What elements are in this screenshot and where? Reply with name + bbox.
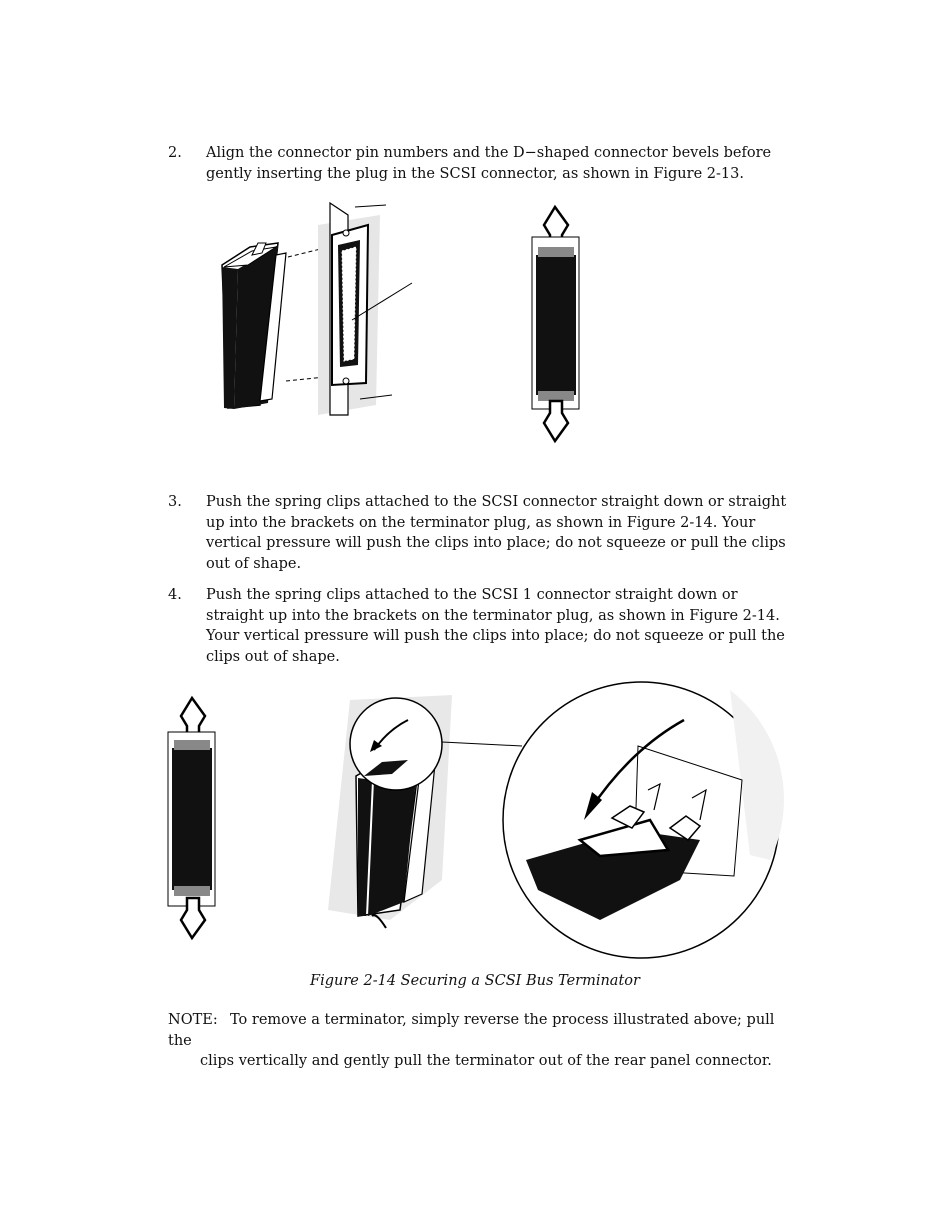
figure-2-13-illustration xyxy=(200,195,620,450)
note-line-2: clips vertically and gently pull the terminator out of the rear panel connector. xyxy=(200,1053,772,1069)
step-text: Align the connector pin numbers and the D−shaped connector bevels before gently inserting the plug in the SCSI connector, as shown in Figure 2-13. xyxy=(206,145,772,182)
step-4 xyxy=(168,585,788,667)
zoomed-detail-drawing xyxy=(503,682,784,958)
note xyxy=(168,1010,788,1072)
step-text: Push the spring clips attached to the SCSI connector straight down or straight up into the brackets on the terminator plug, as shown in Figure 2-14. Your vertical pressure will push the clips into place; do not squeeze or pull the clips out of shape. xyxy=(206,494,787,572)
step-3 xyxy=(168,492,788,574)
step-number: 2. xyxy=(168,145,182,161)
terminator-front-view xyxy=(532,207,579,441)
step-2 xyxy=(168,143,788,184)
note-line-1: To remove a terminator, simply reverse the process illustrated above; pull the xyxy=(168,1012,775,1049)
step-number: 3. xyxy=(168,494,182,510)
note-label: NOTE: xyxy=(168,1012,218,1028)
figure-caption: Figure 2-14 Securing a SCSI Bus Terminator xyxy=(310,973,640,989)
terminator-securing-drawing xyxy=(328,695,522,928)
terminator-front-view xyxy=(168,698,215,938)
figure-2-14-illustration xyxy=(160,680,790,965)
step-text: Push the spring clips attached to the SCSI 1 connector straight down or straight up into the brackets on the terminator plug, as shown in Figure 2-14. Your vertical pressure will push the clips into place; do not squeeze or pull the clips out of shape. xyxy=(206,587,785,665)
scsi-connector-drawing xyxy=(318,203,412,415)
step-number: 4. xyxy=(168,587,182,603)
terminator-plug-drawing xyxy=(222,243,286,409)
